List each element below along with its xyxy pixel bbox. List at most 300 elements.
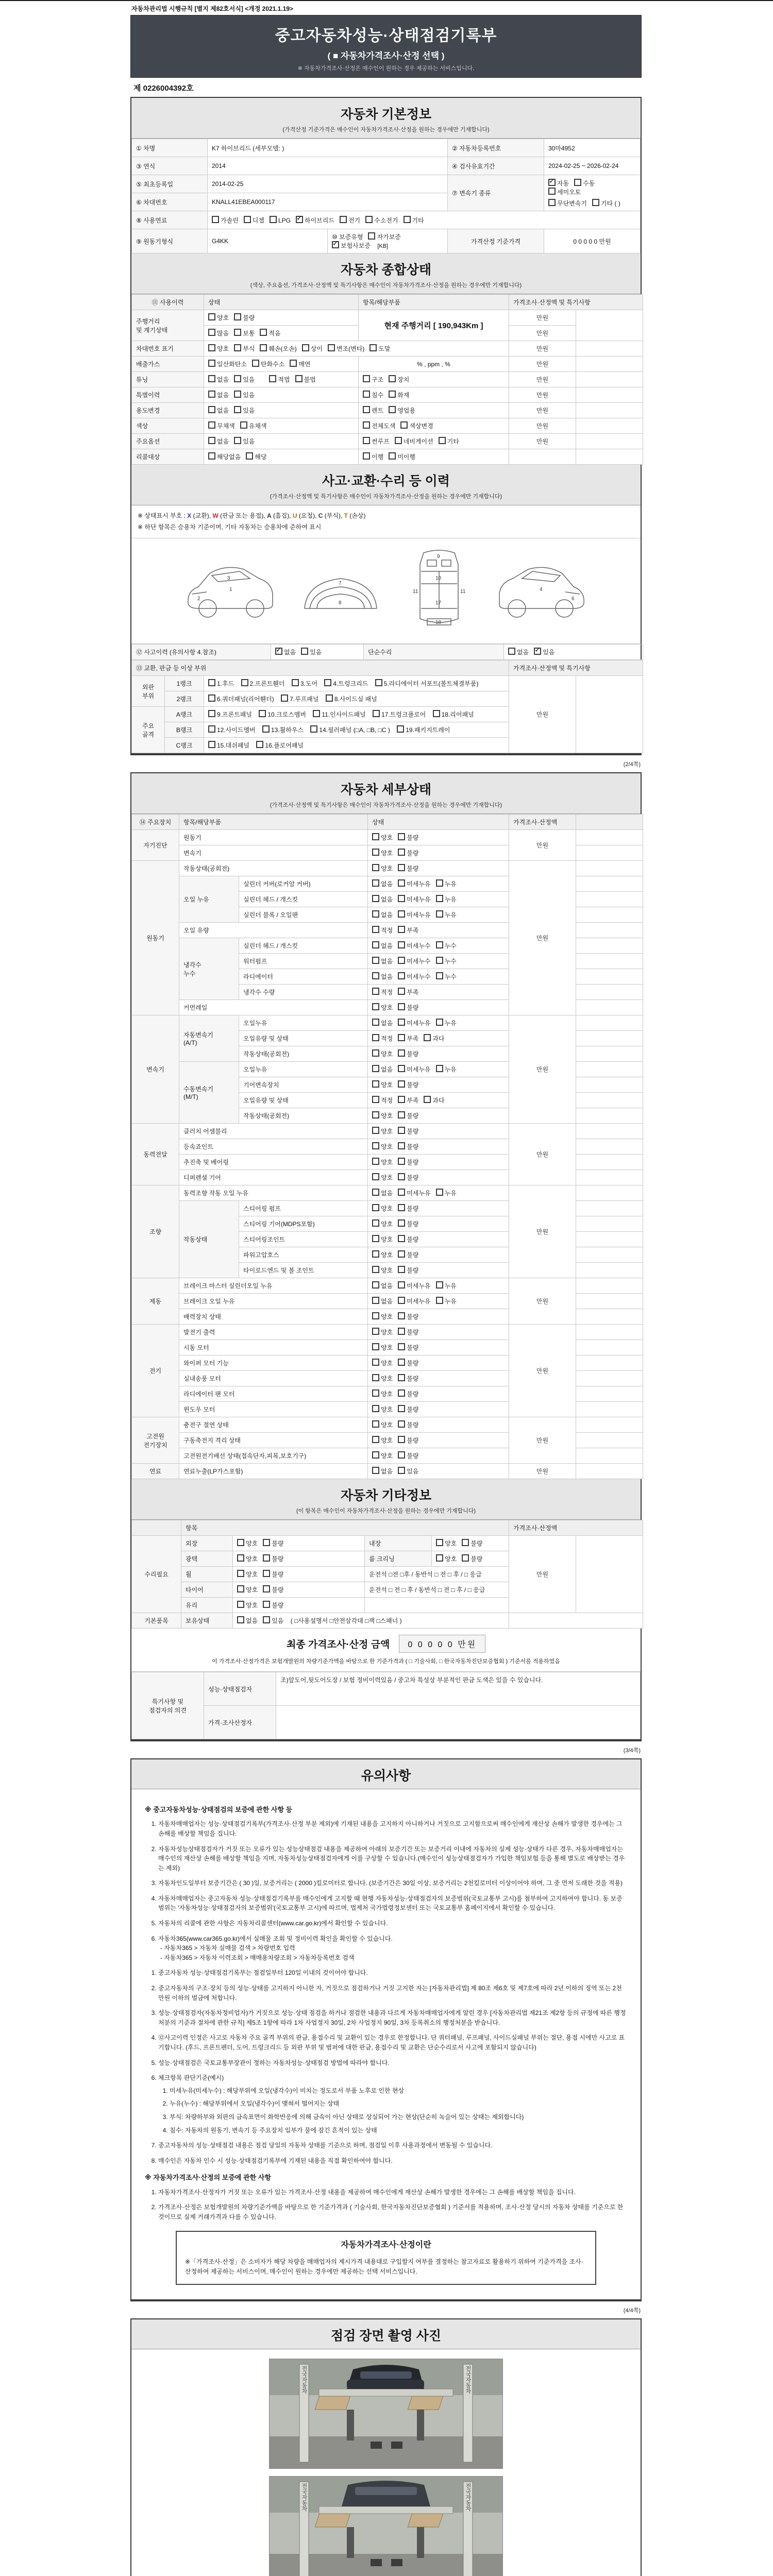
checkbox[interactable] [548, 199, 556, 206]
state-options [368, 1309, 509, 1325]
checkbox[interactable] [363, 421, 370, 429]
checkbox[interactable] [424, 1096, 431, 1103]
checkbox[interactable] [398, 849, 405, 856]
checkbox[interactable] [208, 679, 215, 686]
checkbox[interactable] [372, 1281, 379, 1289]
checkbox-label: 없음 [217, 438, 229, 445]
checkbox[interactable] [208, 725, 215, 733]
rank-label: 2랭크 [165, 691, 204, 707]
checkbox[interactable] [398, 1003, 405, 1010]
checkbox[interactable] [436, 1189, 443, 1196]
checkbox[interactable] [241, 679, 248, 686]
checkbox[interactable] [240, 421, 247, 429]
checkbox-label: 양호 [381, 1313, 393, 1321]
checkbox[interactable] [389, 406, 396, 413]
base-price-label: 가격산정 기준가격 [448, 229, 544, 253]
checkbox[interactable] [372, 988, 379, 995]
checkbox[interactable] [372, 1034, 379, 1041]
checkbox[interactable] [237, 1616, 244, 1623]
checkbox[interactable] [548, 179, 556, 186]
item-options: % , ppm , % [359, 357, 509, 372]
checkbox[interactable] [372, 941, 379, 948]
checkbox[interactable] [246, 452, 253, 460]
checkbox[interactable] [398, 957, 405, 964]
table-row [132, 1464, 643, 1479]
checkbox[interactable] [208, 437, 215, 444]
checkbox-label: 불량 [470, 1555, 483, 1563]
checkbox[interactable] [208, 391, 215, 398]
usage-label: 주행거리 및 계기상태 [132, 310, 204, 341]
state-options [368, 845, 509, 861]
remark-cell [576, 1216, 643, 1232]
accident-subtitle: (가격조사·산정액 및 특기사항은 매수인이 자동차가격조사·산정을 원하는 경우에만 기재합니다) [270, 494, 502, 500]
checkbox-label: 전기 [348, 216, 361, 224]
checkbox[interactable] [404, 216, 411, 223]
panel-items [204, 738, 509, 753]
checkbox[interactable] [237, 1554, 244, 1562]
garage-lift-photo [270, 2359, 502, 2468]
checkbox[interactable] [462, 1554, 469, 1562]
checkbox[interactable] [436, 1297, 443, 1304]
checkbox[interactable] [436, 895, 443, 902]
checkbox-option [395, 437, 433, 446]
checkbox[interactable] [398, 1049, 405, 1057]
checkbox[interactable] [234, 344, 241, 351]
table-row [132, 175, 641, 193]
checkbox-option [372, 1173, 393, 1182]
checkbox[interactable] [389, 375, 396, 382]
checkbox[interactable] [372, 1389, 379, 1397]
price-cell: 만원 [509, 1464, 576, 1479]
checkbox[interactable] [398, 1127, 405, 1134]
page-mark-4: (4/4쪽) [623, 2308, 641, 2314]
checkbox-option [372, 1127, 393, 1136]
checkbox[interactable] [372, 864, 379, 871]
checkbox[interactable] [324, 679, 331, 686]
checkbox[interactable] [398, 1158, 405, 1165]
checkbox[interactable] [398, 879, 405, 887]
checkbox[interactable] [398, 1328, 405, 1335]
checkbox[interactable] [372, 1343, 379, 1350]
checkbox[interactable] [436, 879, 443, 887]
checkbox[interactable] [372, 1235, 379, 1242]
checkbox-label: 있음 [272, 1617, 284, 1625]
checkbox[interactable] [398, 972, 405, 979]
checkbox[interactable] [313, 710, 320, 717]
checkbox[interactable] [372, 895, 379, 902]
checkbox[interactable] [363, 452, 370, 460]
checkbox[interactable] [389, 452, 396, 460]
checkbox-option: 9.프론트패널 [208, 710, 252, 719]
checkbox[interactable] [262, 725, 270, 733]
checkbox[interactable] [372, 1250, 379, 1258]
checkbox-option [372, 1235, 393, 1244]
state-options [368, 1386, 509, 1402]
table-row [132, 357, 643, 372]
checkbox[interactable] [398, 1019, 405, 1026]
checkbox-label: 적음 [268, 330, 281, 337]
checkbox[interactable] [212, 216, 219, 223]
checkbox-option [398, 1281, 430, 1290]
checkbox[interactable] [234, 437, 241, 444]
checkbox[interactable] [372, 879, 379, 887]
state-options [368, 969, 509, 985]
checkbox-option: 10.크로스멤버 [259, 710, 306, 719]
checkbox[interactable] [372, 957, 379, 964]
checkbox[interactable] [208, 375, 215, 382]
checkbox-label: 있음 [243, 407, 255, 414]
device-item-label: 브레이크 마스터 실린더오일 누유 [179, 1278, 368, 1294]
item-options [359, 403, 509, 418]
checkbox[interactable] [208, 313, 215, 320]
checkbox[interactable] [439, 437, 446, 444]
checkbox-option [237, 1601, 258, 1609]
checkbox[interactable] [363, 406, 370, 413]
checkbox[interactable] [398, 1080, 405, 1088]
notice-item: 8. 매수인은 자동차 인수 시 성능·상태점검기록부에 기재된 내용을 직접 확인하여야 합니다. [158, 2156, 627, 2166]
checkbox[interactable] [398, 833, 405, 840]
checkbox[interactable] [424, 1034, 431, 1041]
checkbox[interactable] [208, 421, 215, 429]
checkbox[interactable] [301, 648, 308, 655]
checkbox[interactable] [363, 391, 370, 398]
checkbox[interactable] [372, 1420, 379, 1428]
checkbox[interactable] [373, 710, 380, 717]
price-cell: 만원 [509, 418, 576, 434]
checkbox[interactable] [436, 1281, 443, 1289]
checkbox[interactable] [372, 1065, 379, 1072]
checkbox[interactable] [234, 406, 241, 413]
checkbox[interactable] [398, 1142, 405, 1149]
checkbox-option: 13.휠하우스 [262, 725, 304, 734]
checkbox[interactable] [372, 1467, 379, 1474]
checkbox[interactable] [372, 849, 379, 856]
notice-subitem: 4. 침수: 자동차의 원동기, 변속기 등 주요장치 일부가 물에 잠긴 흔적이 있는 상태 [170, 2126, 627, 2136]
checkbox[interactable] [372, 1111, 379, 1118]
checkbox[interactable] [292, 679, 299, 686]
checkbox[interactable] [372, 972, 379, 979]
checkbox[interactable] [372, 1266, 379, 1273]
base-price-value: 0 0 0 0 0 만원 [544, 229, 641, 253]
checkbox[interactable] [398, 1467, 405, 1474]
checkbox[interactable] [398, 1374, 405, 1381]
checkbox-label: 양호 [381, 1421, 393, 1429]
checkbox[interactable] [234, 329, 241, 336]
final-price-label: 최종 가격조사·산정 금액 [286, 1639, 390, 1651]
state-options [368, 1232, 509, 1247]
panel-items [204, 691, 509, 707]
table-row [132, 1417, 643, 1433]
checkbox-option [275, 648, 296, 656]
checkbox[interactable] [252, 360, 259, 367]
remark-cell [576, 449, 643, 465]
checkbox-option [269, 375, 290, 384]
checkbox-label: 없음 [246, 1617, 258, 1625]
device-group-label: 자기진단 [132, 830, 179, 861]
checkbox[interactable] [208, 329, 215, 336]
checkbox-option [436, 941, 457, 950]
checkbox[interactable] [398, 1389, 405, 1397]
checkbox[interactable] [398, 926, 405, 933]
checkbox-option [424, 1096, 444, 1105]
remark-cell [576, 1325, 643, 1340]
checkbox[interactable] [234, 391, 241, 398]
car-name-value: K7 하이브리드 (세부모델: ) [208, 139, 448, 157]
checkbox[interactable] [372, 1003, 379, 1010]
checkbox[interactable] [256, 741, 263, 748]
checkbox-option [237, 1585, 258, 1594]
state-options [368, 1108, 509, 1124]
checkbox[interactable] [296, 216, 303, 223]
checkbox[interactable] [372, 1019, 379, 1026]
checkbox[interactable] [363, 375, 370, 382]
checkbox-option [398, 1436, 418, 1445]
checkbox[interactable] [398, 1111, 405, 1118]
checkbox[interactable] [372, 1374, 379, 1381]
usage-label: 특별이력 [132, 387, 204, 403]
inspector-role-label: 성능·상태점검자 [204, 1672, 276, 1706]
checkbox[interactable] [398, 1096, 405, 1103]
checkbox-label: 양호 [381, 1375, 393, 1383]
form-reference: 자동차관리법 시행규칙 [별지 제82호서식] <개정 2021.1.19> [131, 5, 294, 12]
checkbox[interactable] [234, 313, 241, 320]
checkbox[interactable] [372, 1080, 379, 1088]
checkbox-label: 유채색 [248, 422, 267, 430]
transmission-options [544, 175, 641, 211]
checkbox[interactable] [372, 1142, 379, 1149]
checkbox-option [208, 344, 229, 353]
checkbox-label: 누유 [444, 1190, 457, 1197]
checkbox[interactable] [260, 329, 267, 336]
checkbox[interactable] [372, 1405, 379, 1412]
checkbox[interactable] [372, 1158, 379, 1165]
checkbox[interactable] [375, 679, 382, 686]
checkbox[interactable] [363, 437, 370, 444]
device-item-label: 오일누유 [239, 1015, 368, 1031]
checkbox[interactable] [302, 344, 309, 351]
checkbox[interactable] [433, 710, 440, 717]
checkbox[interactable] [398, 1343, 405, 1350]
checkbox[interactable] [237, 1570, 244, 1577]
checkbox[interactable] [398, 895, 405, 902]
warranty-extra: [KB] [377, 243, 389, 249]
checkbox[interactable] [372, 1219, 379, 1227]
checkbox[interactable] [548, 188, 556, 195]
checkbox-option: 1.후드 [208, 679, 234, 688]
checkbox[interactable] [398, 941, 405, 948]
checkbox[interactable] [263, 1601, 270, 1608]
checkbox-option [398, 988, 418, 996]
checkbox-option [234, 329, 255, 337]
basic-items-options: 없음 있음 ( □사용설명서 □안전삼각대 □잭 □스패너 ) [233, 1613, 509, 1629]
checkbox[interactable] [340, 216, 347, 223]
etc-group-label: 수리필요 [132, 1536, 181, 1613]
checkbox[interactable] [398, 1405, 405, 1412]
checkbox-option [263, 1616, 283, 1625]
checkbox[interactable] [398, 1266, 405, 1273]
checkbox[interactable] [208, 360, 215, 367]
checkbox[interactable] [372, 1049, 379, 1057]
checkbox[interactable] [372, 926, 379, 933]
checkbox-label: 상이 [310, 345, 323, 352]
checkbox[interactable] [372, 1204, 379, 1211]
device-item-label: 윈도우 모터 [179, 1402, 368, 1417]
checkbox[interactable] [372, 910, 379, 918]
checkbox-option [372, 1219, 393, 1228]
checkbox[interactable] [269, 375, 276, 382]
checkbox[interactable] [398, 1451, 405, 1459]
checkbox[interactable] [372, 1173, 379, 1180]
checkbox[interactable] [436, 910, 443, 918]
checkbox[interactable] [208, 741, 215, 748]
checkbox[interactable] [398, 1312, 405, 1319]
checkbox[interactable] [260, 344, 267, 351]
price-cell: 만원 [509, 341, 576, 357]
checkbox[interactable] [372, 1451, 379, 1459]
overall-subtitle: (색상, 주요옵션, 가격조사·산정액 및 특기사항은 매수인이 자동차가격조사·산정을 원하는 경우에만 기재합니다) [250, 282, 522, 289]
checkbox[interactable] [372, 1359, 379, 1366]
checkbox[interactable] [295, 375, 303, 382]
table-row [132, 341, 643, 357]
checkbox[interactable] [290, 360, 297, 367]
checkbox-label: 없음 [217, 392, 229, 399]
checkbox[interactable] [263, 1585, 270, 1592]
checkbox[interactable] [398, 988, 405, 995]
checkbox[interactable] [398, 1065, 405, 1072]
checkbox-label: 하이브리드 [304, 216, 334, 224]
checkbox[interactable] [462, 1539, 469, 1546]
checkbox[interactable] [365, 216, 373, 223]
checkbox-label: 양호 [381, 1236, 393, 1244]
checkbox[interactable] [372, 1127, 379, 1134]
checkbox[interactable] [263, 1539, 270, 1546]
document-page [130, 1, 642, 2576]
checkbox[interactable] [208, 344, 215, 351]
checkbox[interactable] [398, 1204, 405, 1211]
checkbox[interactable] [398, 1189, 405, 1196]
checkbox[interactable] [395, 437, 402, 444]
device-item-label: 타이로드엔드 및 볼 조인트 [239, 1263, 368, 1278]
rank-label: A랭크 [165, 707, 204, 722]
checkbox-option [208, 360, 247, 368]
device-group-label: 원동기 [132, 861, 179, 1015]
checkbox[interactable] [398, 1281, 405, 1289]
checkbox-label: 불량 [407, 1112, 419, 1120]
checkbox[interactable] [372, 1328, 379, 1335]
checkbox[interactable] [398, 864, 405, 871]
svg-text:11: 11 [460, 589, 466, 595]
checkbox-option [365, 216, 398, 225]
checkbox[interactable] [372, 1096, 379, 1103]
checkbox[interactable] [398, 1034, 405, 1041]
checkbox[interactable] [310, 725, 317, 733]
checkbox[interactable] [389, 391, 396, 398]
table-row [132, 1124, 643, 1139]
checkbox[interactable] [263, 1554, 270, 1562]
checkbox[interactable] [436, 1554, 443, 1562]
checkbox[interactable] [372, 1436, 379, 1443]
checkbox[interactable] [397, 725, 404, 733]
checkbox[interactable] [237, 1601, 244, 1608]
checkbox[interactable] [398, 1235, 405, 1242]
checkbox[interactable] [270, 216, 277, 223]
checkbox[interactable] [574, 179, 581, 186]
checkbox[interactable] [208, 452, 215, 460]
checkbox[interactable] [398, 1173, 405, 1180]
price-cell: 만원 [509, 1278, 576, 1325]
checkbox[interactable] [398, 1359, 405, 1366]
checkbox-label: 기타 ( ) [600, 199, 620, 207]
state-options [368, 1278, 509, 1294]
checkbox[interactable] [368, 232, 375, 240]
accident-history-label: ⑫ 사고이력 (유의사항 4.참조) [132, 645, 271, 660]
checkbox[interactable] [208, 406, 215, 413]
state-options [204, 357, 359, 372]
checkbox-label: 불량 [470, 1540, 483, 1548]
checkbox[interactable] [326, 694, 333, 702]
device-item-label: 실내송풍 모터 [179, 1371, 368, 1386]
checkbox[interactable] [234, 375, 241, 382]
checkbox[interactable] [237, 1539, 244, 1546]
checkbox[interactable] [398, 1297, 405, 1304]
checkbox[interactable] [436, 972, 443, 979]
checkbox[interactable] [398, 1250, 405, 1258]
checkbox-option [436, 1065, 457, 1074]
price-cell: 만원 [509, 434, 576, 449]
first-reg-label: ⑤ 최초등록일 [132, 175, 208, 193]
checkbox[interactable] [372, 1312, 379, 1319]
checkbox[interactable] [263, 1616, 270, 1623]
checkbox[interactable] [398, 1219, 405, 1227]
checkbox[interactable] [398, 1420, 405, 1428]
checkbox[interactable] [398, 910, 405, 918]
checkbox[interactable] [259, 710, 266, 717]
checkbox[interactable] [372, 833, 379, 840]
checkbox[interactable] [281, 694, 288, 702]
checkbox[interactable] [436, 957, 443, 964]
checkbox[interactable] [372, 1297, 379, 1304]
checkbox[interactable] [263, 1570, 270, 1577]
checkbox[interactable] [436, 1539, 443, 1546]
checkbox[interactable] [237, 1585, 244, 1592]
price-cell: 만원 [509, 676, 576, 753]
checkbox[interactable] [508, 648, 515, 655]
checkbox[interactable] [372, 1189, 379, 1196]
checkbox[interactable] [369, 344, 377, 351]
remark-cell [576, 1185, 643, 1201]
state-options [368, 1185, 509, 1201]
checkbox[interactable] [436, 1065, 443, 1072]
checkbox[interactable] [208, 694, 215, 702]
checkbox[interactable] [398, 1436, 405, 1443]
checkbox-option [398, 895, 430, 904]
checkbox-option [363, 452, 383, 461]
checkbox-option [398, 957, 430, 965]
checkbox[interactable] [332, 241, 339, 248]
checkbox[interactable] [208, 710, 215, 717]
device-item-label: 충전구 절연 상태 [179, 1417, 368, 1433]
checkbox[interactable] [592, 199, 599, 206]
checkbox[interactable] [436, 1019, 443, 1026]
remark-cell [576, 1232, 643, 1247]
inspection-label: ④ 검사유효기간 [448, 157, 544, 175]
checkbox[interactable] [436, 941, 443, 948]
checkbox[interactable] [328, 344, 335, 351]
checkbox[interactable] [534, 648, 541, 655]
checkbox[interactable] [275, 648, 282, 655]
checkbox[interactable] [400, 421, 408, 429]
checkbox[interactable] [244, 216, 251, 223]
